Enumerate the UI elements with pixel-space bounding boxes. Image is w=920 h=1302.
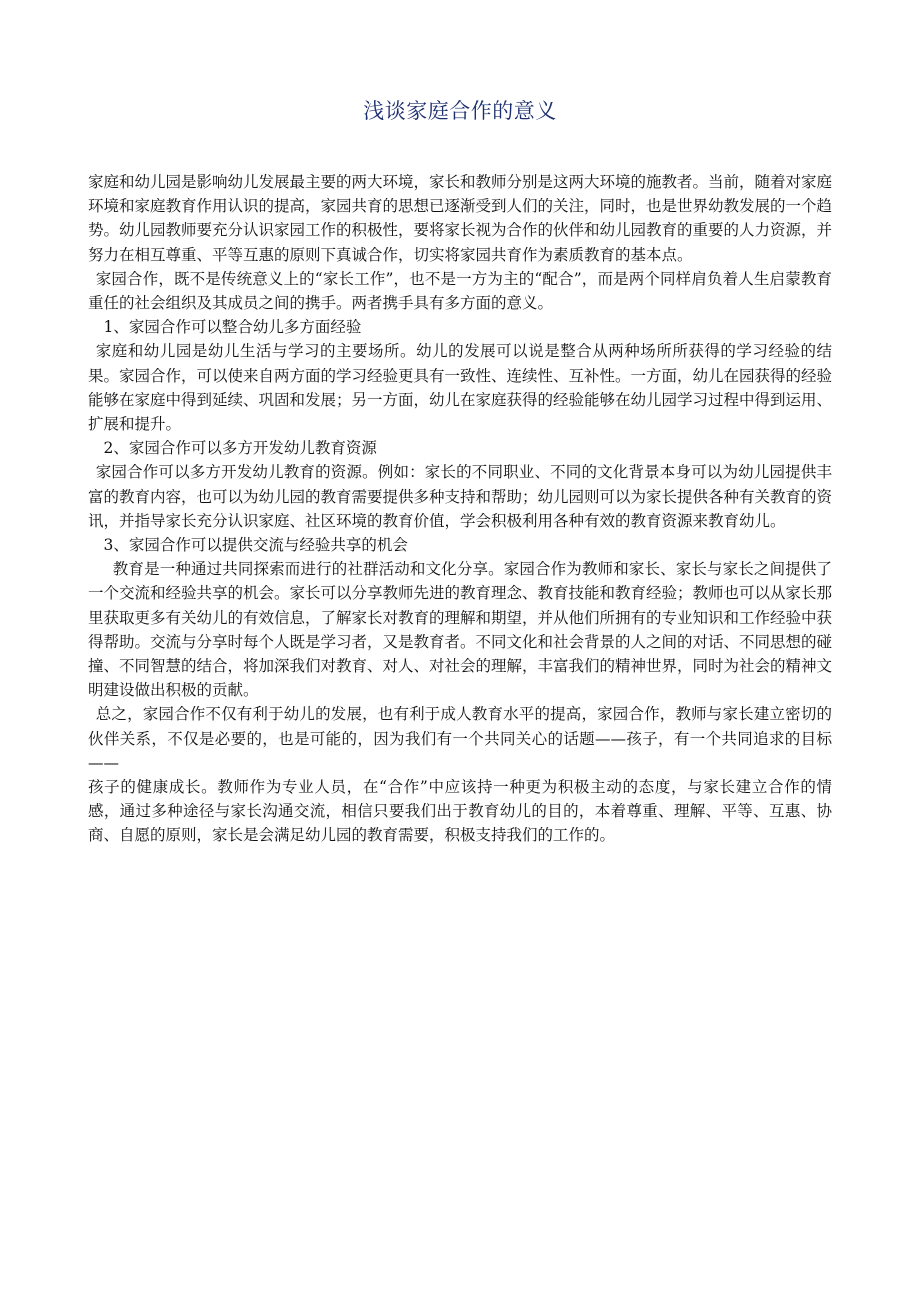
section-heading-1: 1、家园合作可以整合幼儿多方面经验 [103,318,362,337]
paragraph-conclusion: 总之，家园合作不仅有利于幼儿的发展，也有利于成人教育水平的提高，家园合作，教师与家长建立密切的伙伴关系，不仅是必要的，也是可能的，因为我们有一个共同关心的话题——孩子，有一个共同追求的目标—— [88,705,832,772]
paragraph-section-1: 家庭和幼儿园是幼儿生活与学习的主要场所。幼儿的发展可以说是整合从两种场所所获得的学习经验的结果。家园合作，可以使来自两方面的学习经验更具有一致性、连续性、互补性。一方面，幼儿在园获得的经验能够在家庭中得到延续、巩固和发展；另一方面，幼儿在家庭获得的经验能够在幼儿园学习过程中得到运用、扩展和提升。 [88,342,833,434]
document-body [88,170,832,848]
document-title: 浅谈家庭合作的意义 [363,99,557,123]
section-heading-2: 2、家园合作可以多方开发幼儿教育资源 [103,439,377,458]
section-heading-3: 3、家园合作可以提供交流与经验共享的机会 [103,536,408,555]
paragraph-cooperation: 家园合作，既不是传统意义上的“家长工作”，也不是一方为主的“配合”，而是两个同样肩负着人生启蒙教育重任的社会组织及其成员之间的携手。两者携手具有多方面的意义。 [88,269,832,313]
paragraph-section-2: 家园合作可以多方开发幼儿教育的资源。例如：家长的不同职业、不同的文化背景本身可以为幼儿园提供丰富的教育内容，也可以为幼儿园的教育需要提供多种支持和帮助；幼儿园则可以为家长提供各种有关教育的资讯，并指导家长充分认识家庭、社区环境的教育价值，学会积极利用各种有效的教育资源来教育幼儿。 [88,463,833,530]
paragraph-intro: 家庭和幼儿园是影响幼儿发展最主要的两大环境，家长和教师分别是这两大环境的施教者。当前，随着对家庭环境和家庭教育作用认识的提高，家园共育的思想已逐渐受到人们的关注，同时，也是世界幼教发展的一个趋势。幼儿园教师要充分认识家园工作的积极性，要将家长视为合作的伙伴和幼儿园教育的重要的人力资源，并努力在相互尊重、平等互惠的原则下真诚合作，切实将家园共育作为素质教育的基本点。 [88,173,833,264]
paragraph-conclusion-continued: 孩子的健康成长。教师作为专业人员，在“合作”中应该持一种更为积极主动的态度，与家长建立合作的情感，通过多种途径与家长沟通交流，相信只要我们出于教育幼儿的目的，本着尊重、理解、平等、互惠、协商、自愿的原则，家长是会满足幼儿园的教育需要，积极支持我们的工作的。 [88,778,832,845]
paragraph-section-3: 教育是一种通过共同探索而进行的社群活动和文化分享。家园合作为教师和家长、家长与家长之间提供了一个交流和经验共享的机会。家长可以分享教师先进的教育理念、教育技能和教育经验；教师也可以从家长那里获取更多有关幼儿的有效信息，了解家长对教育的理解和期望，并从他们所拥有的专业知识和工作经验中获得帮助。交流与分享时每个人既是学习者，又是教育者。不同文化和社会背景的人之间的对话、不同思想的碰撞、不同智慧的结合，将加深我们对教育、对人、对社会的理解，丰富我们的精神世界，同时为社会的精神文明建设做出积极的贡献。 [88,560,833,700]
